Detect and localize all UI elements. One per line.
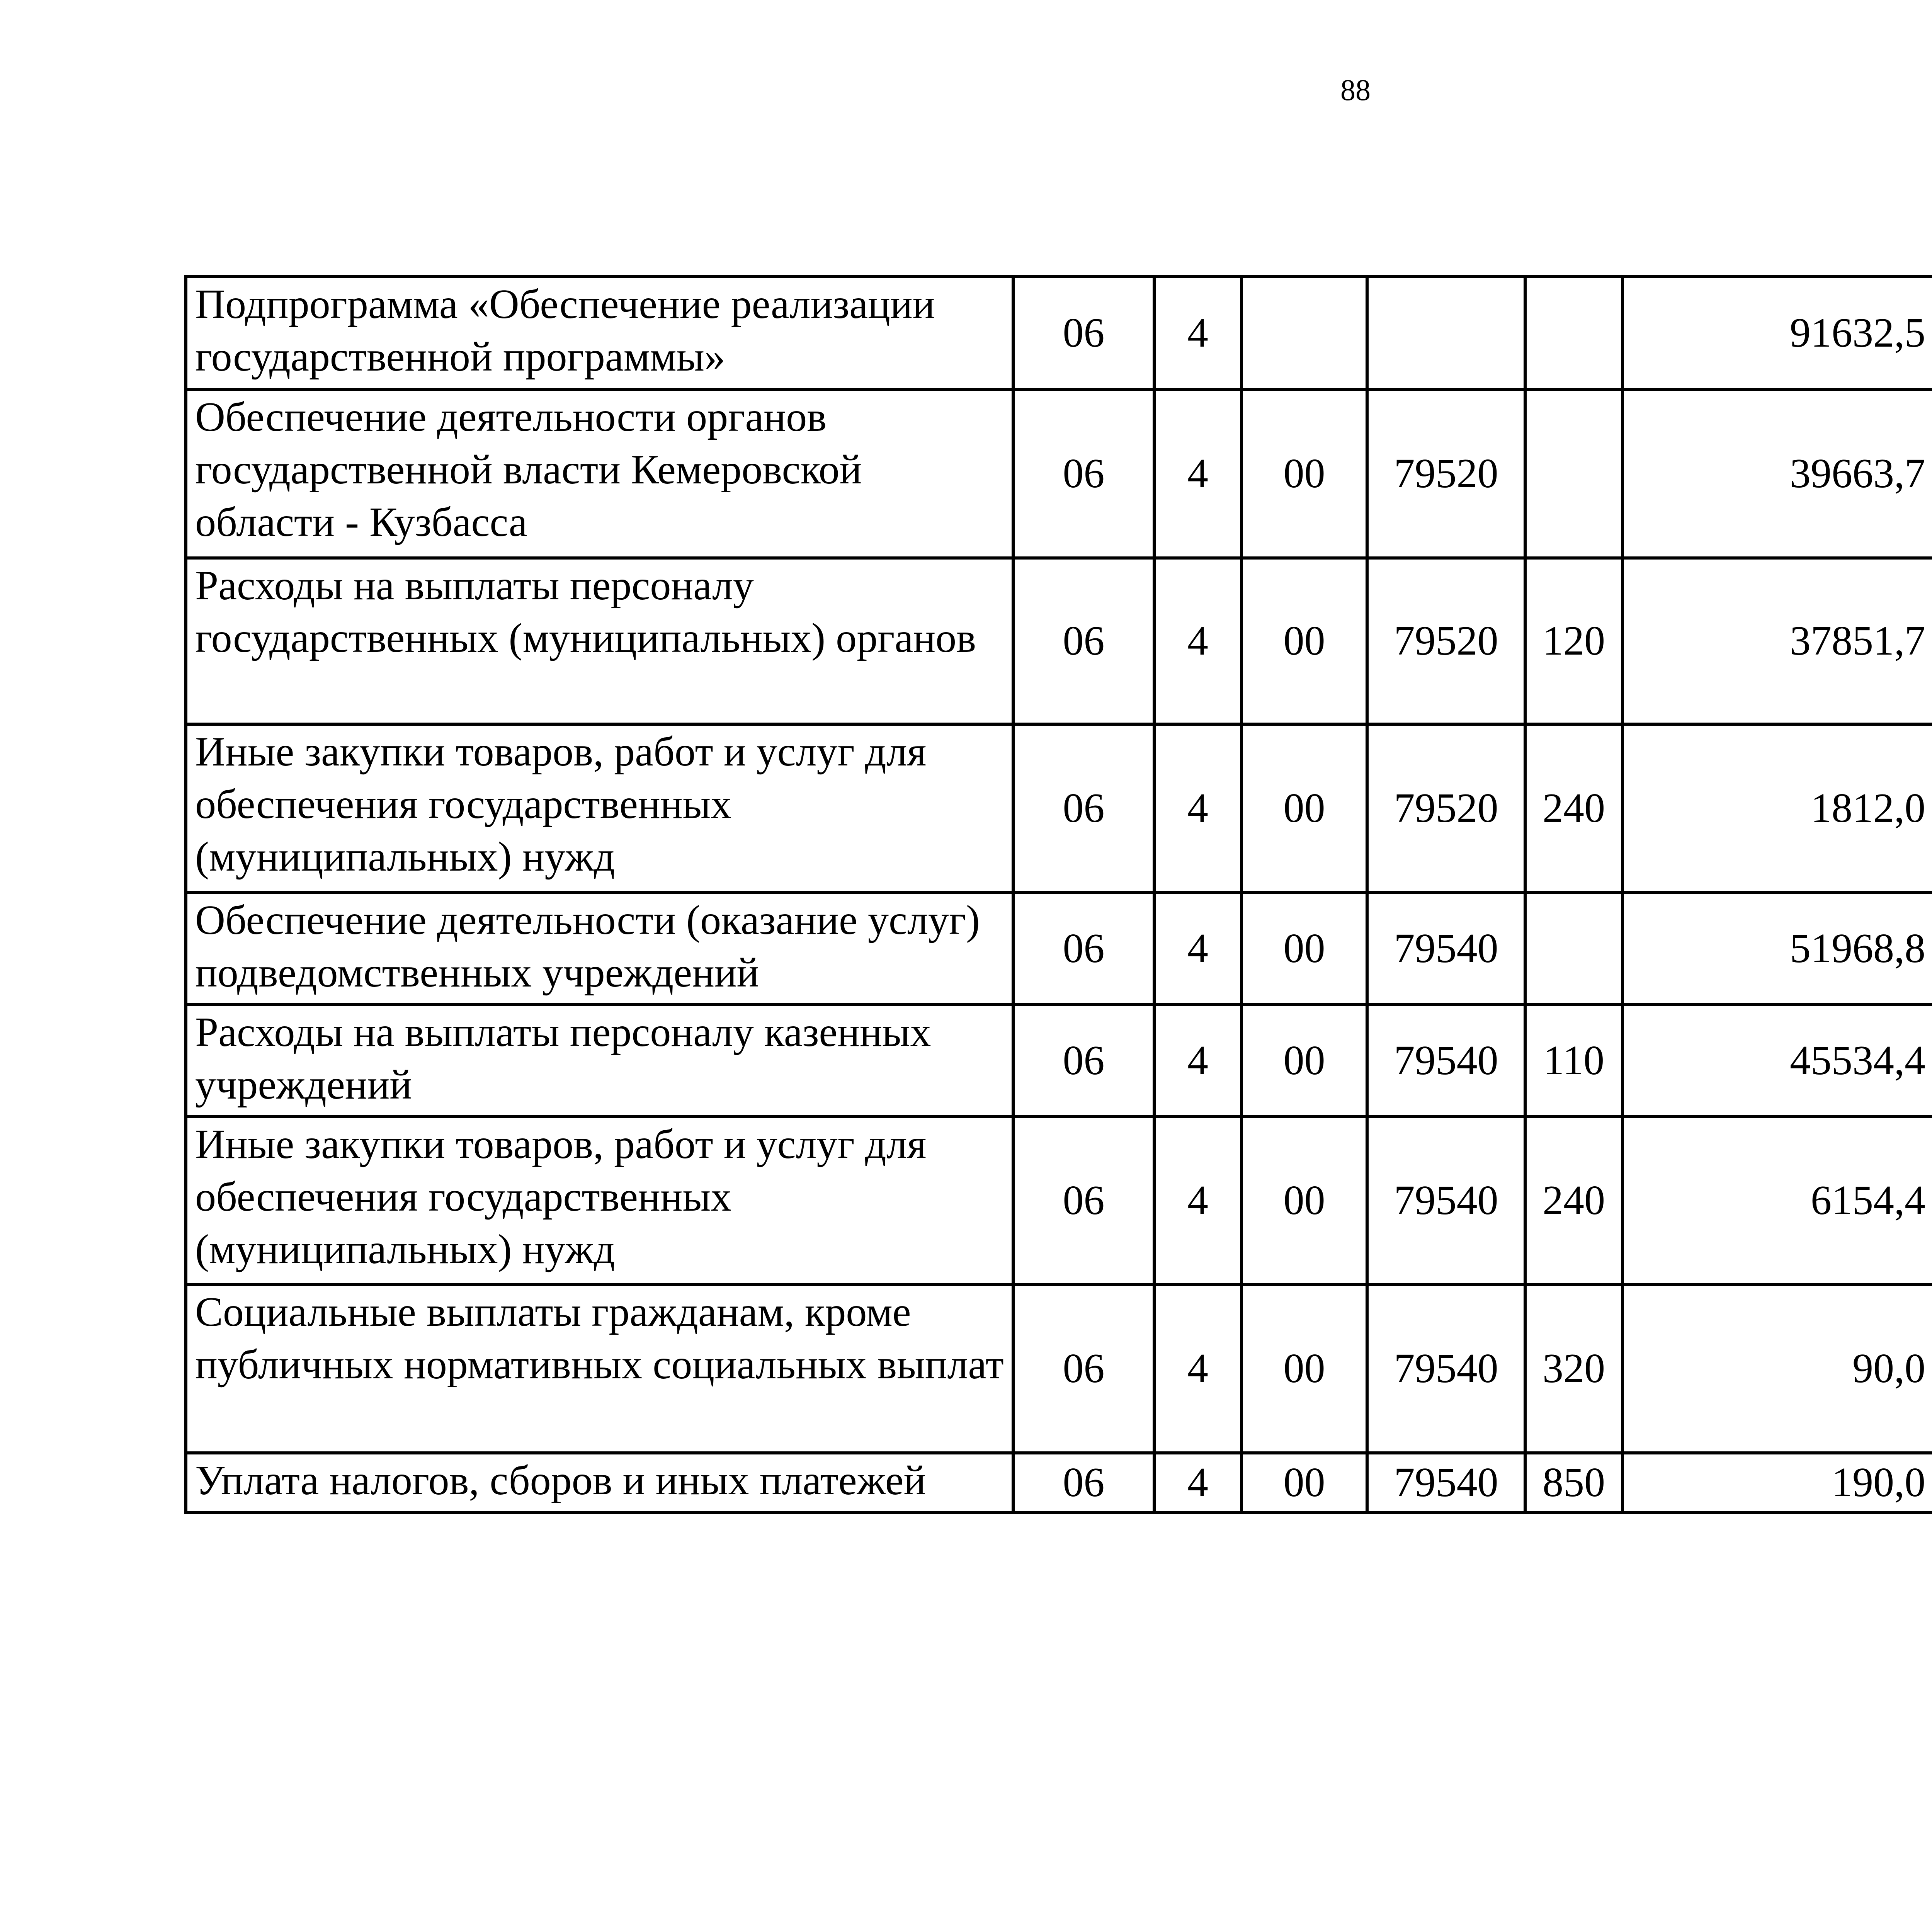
section-code: 06: [1013, 277, 1154, 390]
direction-code: 79540: [1367, 1453, 1525, 1512]
expense-type-code: 320: [1525, 1284, 1622, 1453]
subprogram-code: 00: [1242, 724, 1367, 893]
subprogram-code: 00: [1242, 558, 1367, 724]
table-row: [186, 390, 1932, 558]
page-number: 88: [1340, 73, 1371, 107]
expense-type-code: 850: [1525, 1453, 1622, 1512]
amount-year-1: 190,0: [1622, 1453, 1932, 1512]
amount-year-1: 45534,4: [1622, 1005, 1932, 1117]
expense-type-code: 240: [1525, 1117, 1622, 1284]
budget-table: [184, 275, 1932, 1514]
amount-year-1: 37851,7: [1622, 558, 1932, 724]
direction-code: 79540: [1367, 1117, 1525, 1284]
table-row: [186, 558, 1932, 724]
section-code: 06: [1013, 1117, 1154, 1284]
direction-code: 79520: [1367, 390, 1525, 558]
program-code: 4: [1154, 1284, 1242, 1453]
subprogram-code: 00: [1242, 893, 1367, 1005]
direction-code: 79540: [1367, 1284, 1525, 1453]
row-name: Подпрограмма «Обеспечение реализации государственной программы»: [186, 277, 1013, 390]
program-code: 4: [1154, 724, 1242, 893]
table-row: [186, 724, 1932, 893]
expense-type-code: [1525, 390, 1622, 558]
table-row: [186, 1005, 1932, 1117]
row-name: Уплата налогов, сборов и иных платежей: [186, 1453, 1013, 1512]
expense-type-code: 110: [1525, 1005, 1622, 1117]
amount-year-1: 1812,0: [1622, 724, 1932, 893]
row-name: Иные закупки товаров, работ и услуг для обеспечения государственных (муниципальных) нужд: [186, 1117, 1013, 1284]
table-row: [186, 893, 1932, 1005]
section-code: 06: [1013, 893, 1154, 1005]
subprogram-code: [1242, 277, 1367, 390]
direction-code: 79540: [1367, 1005, 1525, 1117]
amount-year-1: 39663,7: [1622, 390, 1932, 558]
expense-type-code: 240: [1525, 724, 1622, 893]
program-code: 4: [1154, 558, 1242, 724]
direction-code: 79540: [1367, 893, 1525, 1005]
amount-year-1: 6154,4: [1622, 1117, 1932, 1284]
row-name: Обеспечение деятельности (оказание услуг) подведомственных учреждений: [186, 893, 1013, 1005]
amount-year-1: 91632,5: [1622, 277, 1932, 390]
subprogram-code: 00: [1242, 390, 1367, 558]
program-code: 4: [1154, 1117, 1242, 1284]
amount-year-1: 90,0: [1622, 1284, 1932, 1453]
program-code: 4: [1154, 277, 1242, 390]
table-row: [186, 1117, 1932, 1284]
amount-year-1: 51968,8: [1622, 893, 1932, 1005]
section-code: 06: [1013, 1453, 1154, 1512]
table-row: [186, 1453, 1932, 1512]
table-body: [186, 277, 1932, 1512]
section-code: 06: [1013, 724, 1154, 893]
direction-code: 79520: [1367, 724, 1525, 893]
row-name: Расходы на выплаты персоналу государственных (муниципальных) органов: [186, 558, 1013, 724]
expense-type-code: [1525, 277, 1622, 390]
program-code: 4: [1154, 893, 1242, 1005]
section-code: 06: [1013, 558, 1154, 724]
row-name: Социальные выплаты гражданам, кроме публичных нормативных социальных выплат: [186, 1284, 1013, 1453]
row-name: Иные закупки товаров, работ и услуг для обеспечения государственных (муниципальных) нужд: [186, 724, 1013, 893]
row-name: Расходы на выплаты персоналу казенных учреждений: [186, 1005, 1013, 1117]
program-code: 4: [1154, 390, 1242, 558]
program-code: 4: [1154, 1005, 1242, 1117]
table-row: [186, 277, 1932, 390]
section-code: 06: [1013, 390, 1154, 558]
table-row: [186, 1284, 1932, 1453]
expense-type-code: 120: [1525, 558, 1622, 724]
subprogram-code: 00: [1242, 1005, 1367, 1117]
section-code: 06: [1013, 1005, 1154, 1117]
subprogram-code: 00: [1242, 1117, 1367, 1284]
section-code: 06: [1013, 1284, 1154, 1453]
row-name: Обеспечение деятельности органов государственной власти Кемеровской области - Кузбасса: [186, 390, 1013, 558]
subprogram-code: 00: [1242, 1453, 1367, 1512]
subprogram-code: 00: [1242, 1284, 1367, 1453]
expense-type-code: [1525, 893, 1622, 1005]
program-code: 4: [1154, 1453, 1242, 1512]
direction-code: [1367, 277, 1525, 390]
direction-code: 79520: [1367, 558, 1525, 724]
